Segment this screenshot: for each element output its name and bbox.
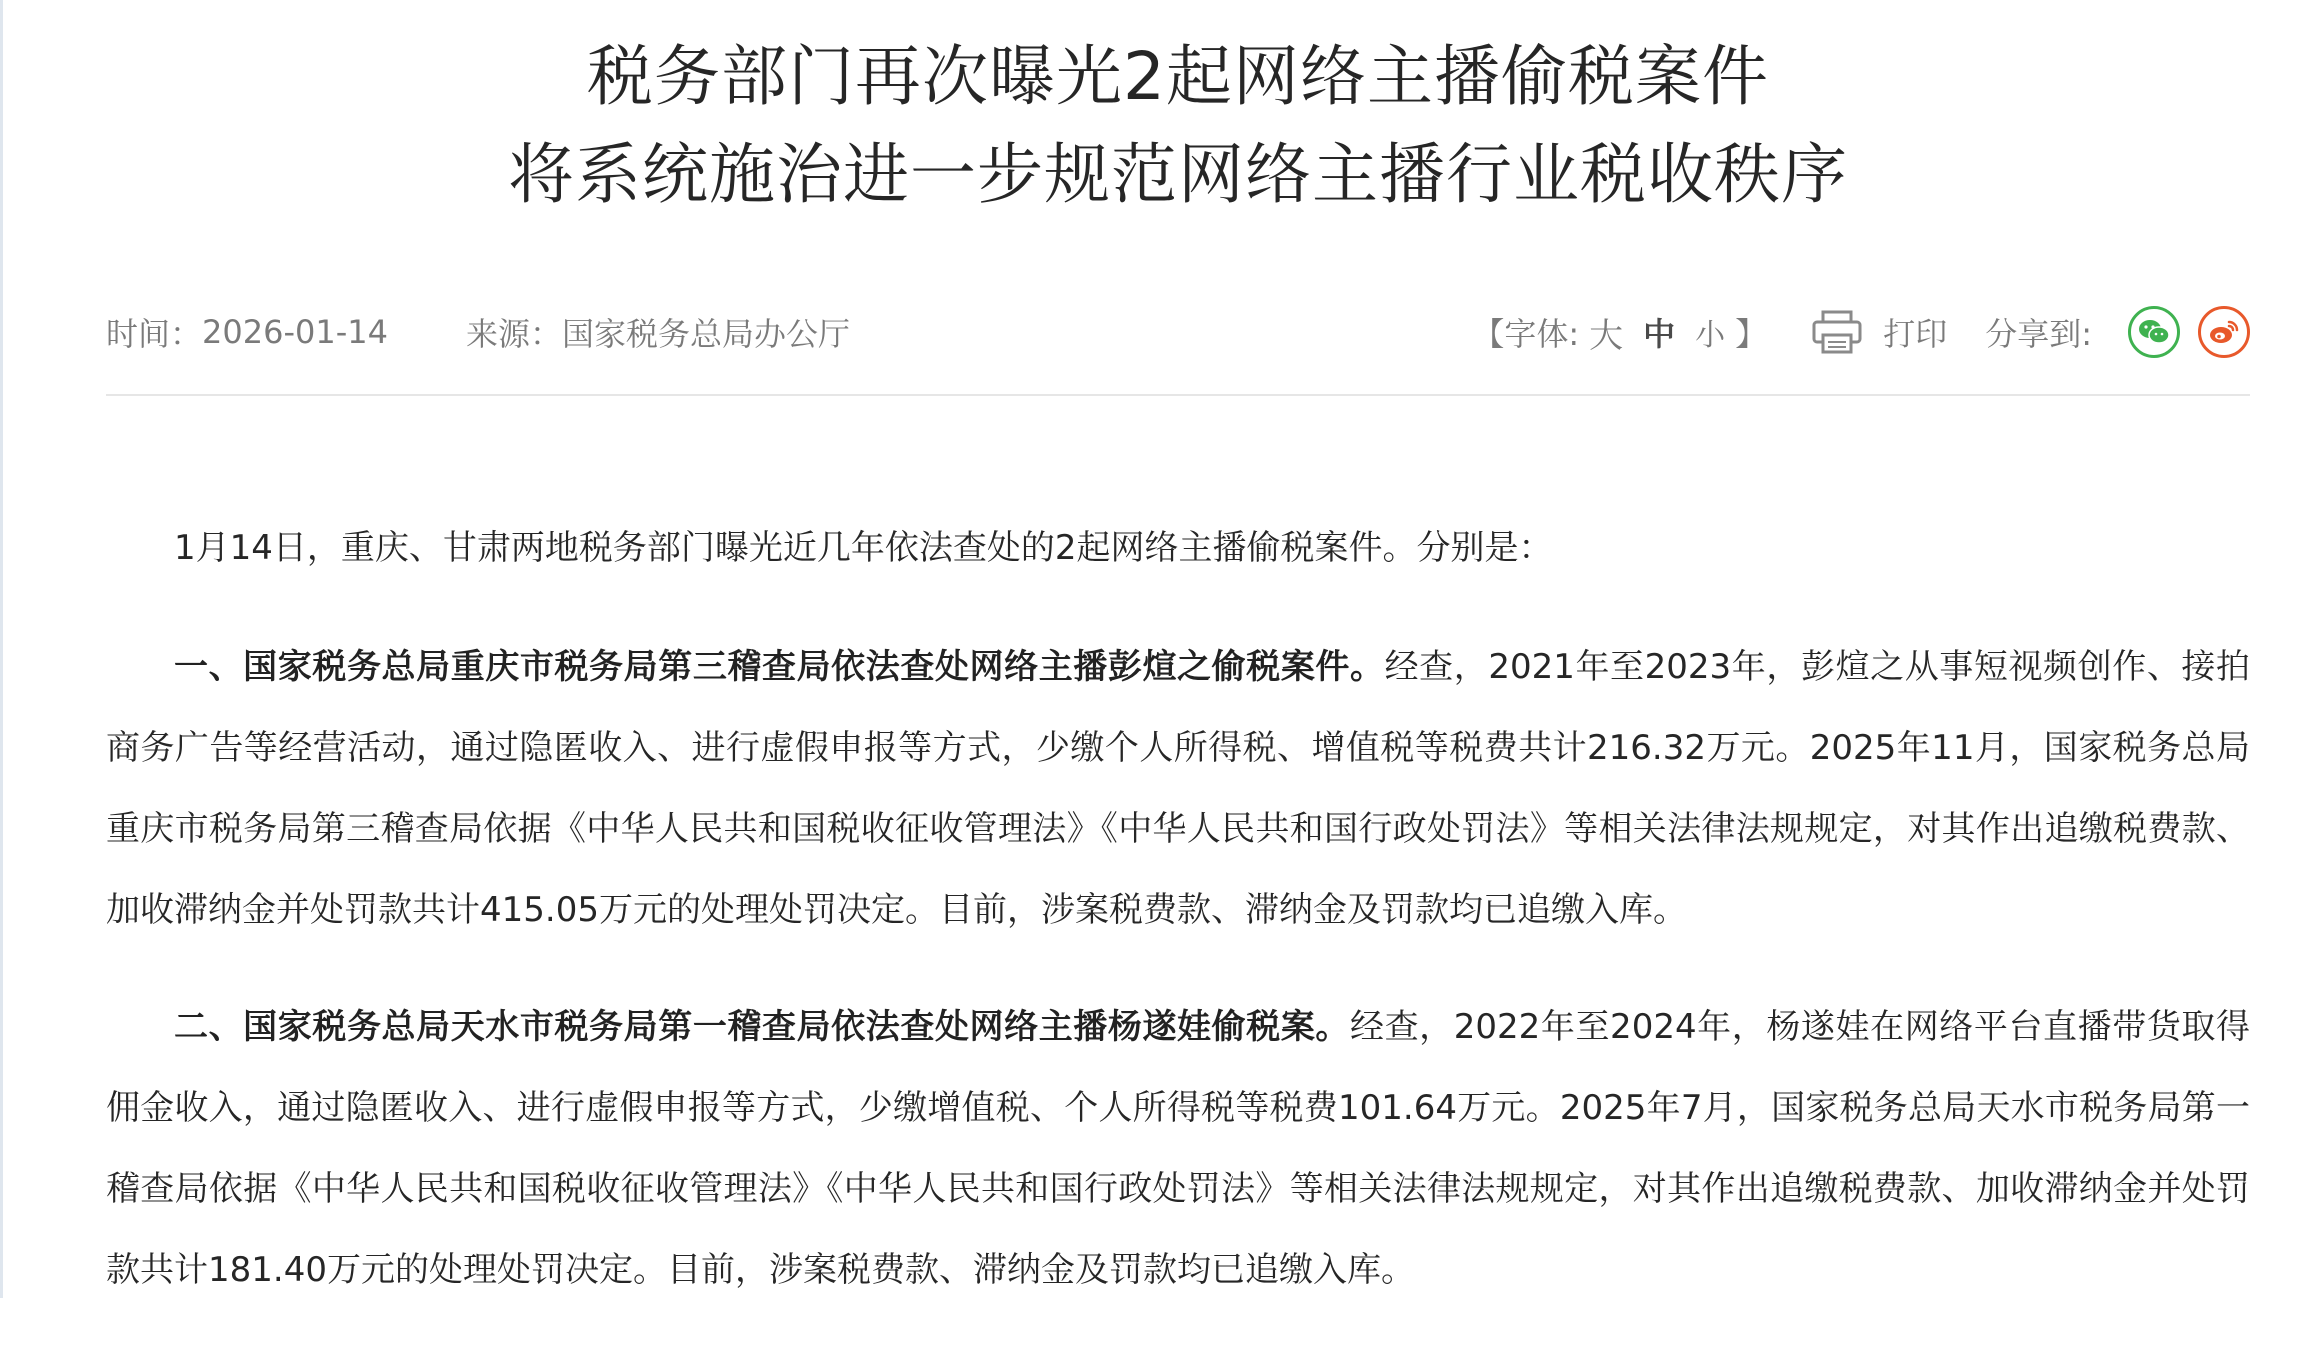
font-size-label: 【字体: bbox=[1472, 315, 1580, 353]
intro-paragraph: 1月14日，重庆、甘肃两地税务部门曝光近几年依法查处的2起网络主播偷税案件。分别是： bbox=[174, 528, 1553, 568]
font-size-large-button[interactable]: 大 bbox=[1589, 315, 1624, 356]
print-label: 打印 bbox=[1883, 315, 1948, 353]
case-heading-1: 一、国家税务总局重庆市税务局第三稽查局依法查处网络主播彭煊之偷税案件。 bbox=[174, 647, 1385, 687]
article bbox=[106, 0, 2250, 1347]
case-text-1: 经查，2021年至2023年，彭煊之从事短视频创作、接拍商务广告等经营活动，通过隐匿收入、进行虚假申报等方式，少缴个人所得税、增值税等税费共计216.32万元。2025年11月，国家税务总局重庆市税务局第三稽查局依据《中华人民共和国税收征收管理法》《中华人民共和国行政处罚法》等相关法律法规规定，对其作出追缴税费款、加收滞纳金并处罚款共计415.05万元的处理处罚决定。目前，涉案税费款、滞纳金及罚款均已追缴入库。 bbox=[106, 647, 2250, 930]
article-title bbox=[106, 0, 2250, 224]
share-label: 分享到: bbox=[1985, 315, 2092, 353]
article-body bbox=[106, 508, 2250, 1311]
font-size-bracket-close: 】 bbox=[1735, 315, 1768, 353]
share-weibo-button[interactable] bbox=[2198, 306, 2250, 358]
source-label: 来源： bbox=[465, 315, 562, 353]
case-heading-2: 二、国家税务总局天水市税务局第一稽查局依法查处网络主播杨遂娃偷税案。 bbox=[174, 1007, 1350, 1047]
title-line-1: 税务部门再次曝光2起网络主播偷税案件 bbox=[587, 38, 1769, 115]
print-button[interactable] bbox=[1811, 309, 1947, 355]
printer-icon bbox=[1811, 310, 1863, 354]
title-line-2: 将系统施治进一步规范网络主播行业税收秩序 bbox=[508, 136, 1848, 213]
source-value: 国家税务总局办公厅 bbox=[562, 315, 851, 353]
publish-info bbox=[106, 292, 850, 372]
case-paragraph-1 bbox=[106, 627, 2250, 951]
weibo-icon bbox=[2208, 318, 2240, 346]
wechat-icon bbox=[2138, 318, 2170, 346]
meta-bar bbox=[106, 292, 2250, 396]
page-edge-rule bbox=[0, 0, 3, 1298]
font-size-small-button[interactable]: 小 bbox=[1695, 318, 1726, 353]
time-label: 时间： bbox=[106, 315, 203, 353]
font-size-control bbox=[1472, 308, 1767, 357]
case-text-2: 经查，2022年至2024年，杨遂娃在网络平台直播带货取得佣金收入，通过隐匿收入、进行虚假申报等方式，少缴增值税、个人所得税等税费101.64万元。2025年7月，国家税务总局天水市税务局第一稽查局依据《中华人民共和国税收征收管理法》《中华人民共和国行政处罚法》等相关法律法规规定，对其作出追缴税费款、加收滞纳金并处罚款共计181.40万元的处理处罚决定。目前，涉案税费款、滞纳金及罚款均已追缴入库。 bbox=[106, 1007, 2250, 1290]
case-paragraph-2 bbox=[106, 987, 2250, 1311]
article-tools bbox=[1472, 292, 2250, 372]
time-value: 2026-01-14 bbox=[202, 313, 388, 351]
share-wechat-button[interactable] bbox=[2128, 306, 2180, 358]
font-size-medium-button[interactable]: 中 bbox=[1643, 315, 1676, 353]
